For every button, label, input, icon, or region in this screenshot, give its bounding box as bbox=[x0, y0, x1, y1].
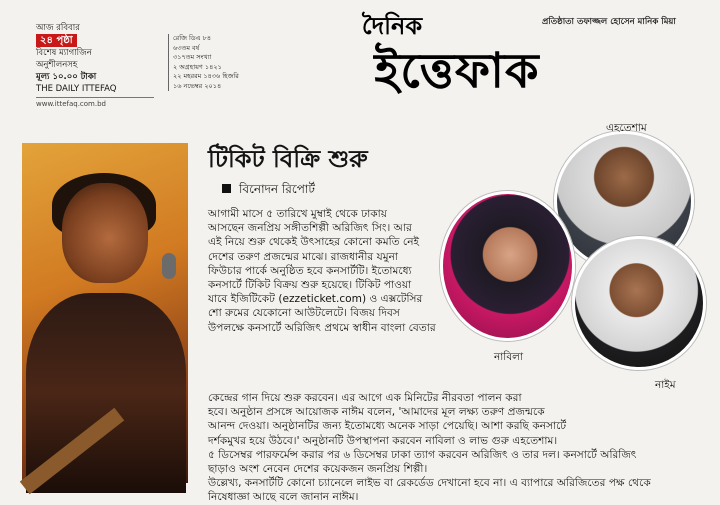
page-count-badge: ২৪ পৃষ্ঠা bbox=[36, 34, 77, 47]
magazine-line: বিশেষ ম্যাগাজিন bbox=[36, 48, 92, 58]
body-line: কেন্দ্রের গান দিয়ে শুরু করবেন। এর আগে এক মিনিটের নীরবতা পালন করা bbox=[208, 392, 522, 404]
supplement-line: অনুশীলনসহ bbox=[36, 60, 78, 70]
nameplate: ইত্তেফাক bbox=[374, 43, 540, 99]
portrait-nabila bbox=[440, 191, 575, 341]
artist-head bbox=[62, 183, 148, 283]
body-line: নিষেধাজ্ঞা আছে বলে জানান নাঈম। bbox=[208, 491, 359, 504]
body-line: উল্লেখ্য, কনসার্টটি কোনো চ্যানেলে লাইভ বা রেকর্ডেড দেখানো হবে না। এ ব্যাপারে অরিজিতের পক্ষ থেকে bbox=[208, 477, 651, 490]
date-english: ১৬ নভেম্বর ২০১৪ bbox=[173, 81, 222, 90]
caption-ehtesham: এহতেশাম bbox=[606, 122, 647, 134]
website-link[interactable]: www.ittefaq.com.bd bbox=[36, 100, 106, 108]
byline-square-icon bbox=[222, 184, 231, 193]
registration-number: রেজি ডিএ ৮৪ bbox=[173, 34, 212, 42]
date-bangla: ২ অগ্রহায়ণ ১৪২১ bbox=[173, 62, 222, 71]
body-line: দেশের তরুণ প্রজন্মের মাঝে। রাজধানীর যমুনা bbox=[208, 250, 398, 263]
body-line: কনসার্টে টিকিট বিক্রয় শুরু হয়েছে। টিকিট পাওয়া bbox=[208, 279, 412, 292]
year-label: ৬৩তম বর্ষ bbox=[173, 43, 200, 52]
body-line: আনন্দ দেওয়া। অনুষ্ঠানটির জন্য ইতোমধ্যে অনেক সাড়া পেয়েছি। আশা করছি কনসার্টে bbox=[208, 420, 567, 433]
portrait-naim bbox=[572, 236, 706, 370]
price-label: মূল্য ১০.০০ টাকা bbox=[36, 72, 97, 82]
body-line: দর্শকমুখর হয়ে উঠবে।' অনুষ্ঠানটি উপস্থাপনা করবেন নাবিলা ও লাভ গুরু এহতেশাম। bbox=[208, 434, 558, 447]
issue-meta bbox=[36, 22, 154, 110]
body-line: হবে। অনুষ্ঠান প্রসঙ্গে আয়োজক নাঈম বলেন, 'আমাদের মূল লক্ষ্য তরুণ প্রজন্মকে bbox=[208, 406, 545, 419]
caption-naim: নাইম bbox=[655, 379, 676, 391]
body-line: উপলক্ষে কনসার্টে অরিজিৎ প্রথমে স্বাধীন বাংলা বেতার bbox=[208, 321, 436, 334]
body-line: যাবে ইজিটিকেট (ezzeticket.com) ও এক্সটেসির bbox=[208, 293, 423, 306]
article-byline bbox=[222, 181, 382, 197]
nameplate-small: দৈনিক bbox=[361, 11, 423, 40]
day-label: আজ রবিবার bbox=[36, 23, 80, 33]
masthead bbox=[0, 0, 720, 112]
founder-line: প্রতিষ্ঠাতা তফাজ্জল হোসেন মানিক মিয়া bbox=[542, 17, 676, 27]
article-headline: টিকিট বিক্রি শুরু bbox=[208, 144, 368, 173]
body-line: শো রুমের যেকোনো আউটলেটে। বিজয় দিবস bbox=[208, 307, 400, 320]
caption-nabila: নাবিলা bbox=[494, 351, 524, 363]
date-hijri: ২২ মহররম ১৪৩৬ হিজরি bbox=[173, 72, 239, 80]
microphone-icon bbox=[162, 253, 176, 279]
article-body-narrow bbox=[208, 207, 440, 335]
body-line: আসছেন জনপ্রিয় সঙ্গীতশিল্পী অরিজিৎ সিং। আর bbox=[208, 222, 412, 235]
issue-number: ৩১৭তম সংখ্যা bbox=[173, 53, 212, 61]
body-line: ছাড়াও অংশ নেবেন দেশের কয়েকজন জনপ্রিয় শিল্পী। bbox=[208, 463, 428, 476]
body-line: এই নিয়ে শুরু থেকেই উৎসাহের কোনো কমতি নেই bbox=[208, 236, 420, 249]
body-line: ফিউচার পার্কে অনুষ্ঠিত হবে কনসার্টটি। ইতোমধ্যে bbox=[208, 264, 412, 277]
body-line: আগামী মাসে ৫ তারিখে মুম্বাই থেকে ঢাকায় bbox=[208, 208, 387, 220]
body-line: ৫ ডিসেম্বর পারফর্মেন্স করার পর ৬ ডিসেম্বর ঢাকা ত্যাগ করবেন অরিজিৎ ও তার দল। কনসার্টে অরিজিৎ bbox=[208, 448, 637, 461]
article-body-wide bbox=[208, 391, 704, 505]
artist-photo bbox=[22, 143, 188, 483]
byline-text: বিনোদন রিপোর্ট bbox=[239, 182, 315, 196]
english-name: THE DAILY ITTEFAQ bbox=[36, 84, 117, 94]
